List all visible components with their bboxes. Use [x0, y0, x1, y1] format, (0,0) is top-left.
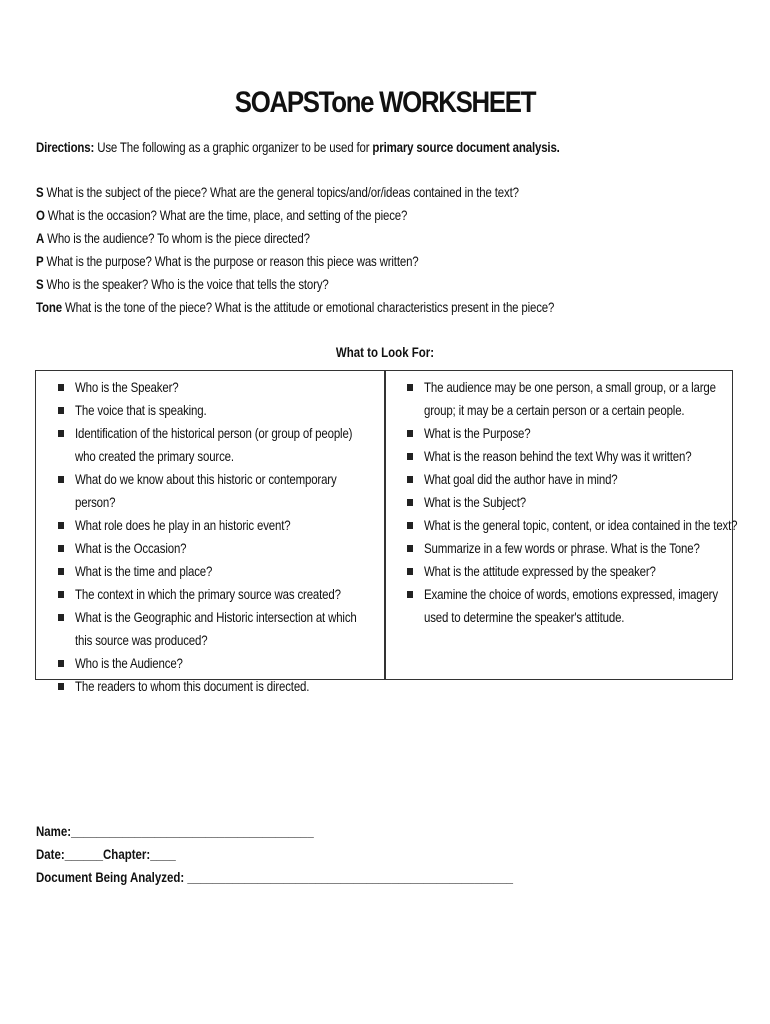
bullet-square-icon: [58, 476, 64, 483]
look-for-right-column: [407, 376, 737, 629]
list-item: Examine the choice of words, emotions expressed, imagery used to determine the speaker's attitude.: [407, 583, 737, 629]
bullet-square-icon: [407, 430, 413, 437]
look-for-title: What to Look For:: [335, 344, 435, 360]
bullet-square-icon: [58, 660, 64, 667]
bullet-square-icon: [407, 476, 413, 483]
soapstone-line-audience: [36, 230, 310, 246]
list-item: What is the attitude expressed by the speaker?: [407, 560, 737, 583]
soapstone-text: Who is the audience? To whom is the piece directed?: [44, 230, 310, 246]
list-item: What is the Occasion?: [58, 537, 388, 560]
list-item: What is the reason behind the text Why was it written?: [407, 445, 737, 468]
soapstone-text: What is the occasion? What are the time, place, and setting of the piece?: [44, 207, 408, 223]
look-for-left-column: [58, 376, 388, 698]
worksheet-title: SOAPSTone WORKSHEET: [234, 86, 536, 119]
list-item: Identification of the historical person (or group of people) who created the primary source.: [58, 422, 388, 468]
bullet-square-icon: [58, 384, 64, 391]
soapstone-letter: S: [36, 276, 44, 292]
bullet-square-icon: [407, 591, 413, 598]
bullet-square-icon: [58, 568, 64, 575]
list-item: The audience may be one person, a small group, or a large group; it may be a certain person or a certain people.: [407, 376, 737, 422]
list-item: What is the Subject?: [407, 491, 737, 514]
soapstone-text: What is the subject of the piece? What are the general topics/and/or/ideas contained in the text?: [43, 184, 519, 200]
bullet-square-icon: [407, 499, 413, 506]
bullet-square-icon: [58, 430, 64, 437]
list-item: What is the time and place?: [58, 560, 388, 583]
soapstone-letter: O: [36, 207, 45, 223]
directions-emphasis: primary source document analysis.: [372, 139, 560, 155]
list-item: The readers to whom this document is directed.: [58, 675, 388, 698]
list-item: What is the Geographic and Historic intersection at which this source was produced?: [58, 606, 388, 652]
bullet-square-icon: [58, 591, 64, 598]
soapstone-line-subject: [36, 184, 519, 200]
date-chapter-field[interactable]: Date:______Chapter:____: [36, 846, 176, 862]
directions-text: Use The following as a graphic organizer to be used for: [94, 139, 373, 155]
name-field[interactable]: Name:______________________________________: [36, 823, 314, 839]
soapstone-text: What is the purpose? What is the purpose or reason this piece was written?: [43, 253, 419, 269]
bullet-square-icon: [58, 614, 64, 621]
document-analyzed-field[interactable]: Document Being Analyzed: ___________________________________________________: [36, 869, 514, 885]
bullet-square-icon: [407, 522, 413, 529]
soapstone-letter: A: [36, 230, 45, 246]
soapstone-line-tone: [36, 299, 554, 315]
list-item: The voice that is speaking.: [58, 399, 388, 422]
list-item: Who is the Speaker?: [58, 376, 388, 399]
list-item: What do we know about this historic or contemporary person?: [58, 468, 388, 514]
bullet-square-icon: [407, 568, 413, 575]
soapstone-line-occasion: [36, 207, 407, 223]
bullet-square-icon: [407, 384, 413, 391]
soapstone-letter: P: [36, 253, 44, 269]
soapstone-letter: Tone: [36, 299, 62, 315]
soapstone-text: What is the tone of the piece? What is the attitude or emotional characteristics present in the piece?: [61, 299, 555, 315]
soapstone-line-speaker: [36, 276, 329, 292]
bullet-square-icon: [58, 683, 64, 690]
directions-label: Directions:: [36, 139, 95, 155]
bullet-square-icon: [407, 545, 413, 552]
list-item: What is the Purpose?: [407, 422, 737, 445]
soapstone-line-purpose: [36, 253, 419, 269]
list-item: What is the general topic, content, or idea contained in the text?: [407, 514, 737, 537]
list-item: What goal did the author have in mind?: [407, 468, 737, 491]
bullet-square-icon: [58, 407, 64, 414]
bullet-square-icon: [407, 453, 413, 460]
list-item: What role does he play in an historic event?: [58, 514, 388, 537]
list-item: Who is the Audience?: [58, 652, 388, 675]
bullet-square-icon: [58, 522, 64, 529]
list-item: The context in which the primary source was created?: [58, 583, 388, 606]
bullet-square-icon: [58, 545, 64, 552]
list-item: Summarize in a few words or phrase. What is the Tone?: [407, 537, 737, 560]
soapstone-text: Who is the speaker? Who is the voice that tells the story?: [43, 276, 329, 292]
directions-line: [36, 139, 560, 155]
soapstone-letter: S: [36, 184, 44, 200]
